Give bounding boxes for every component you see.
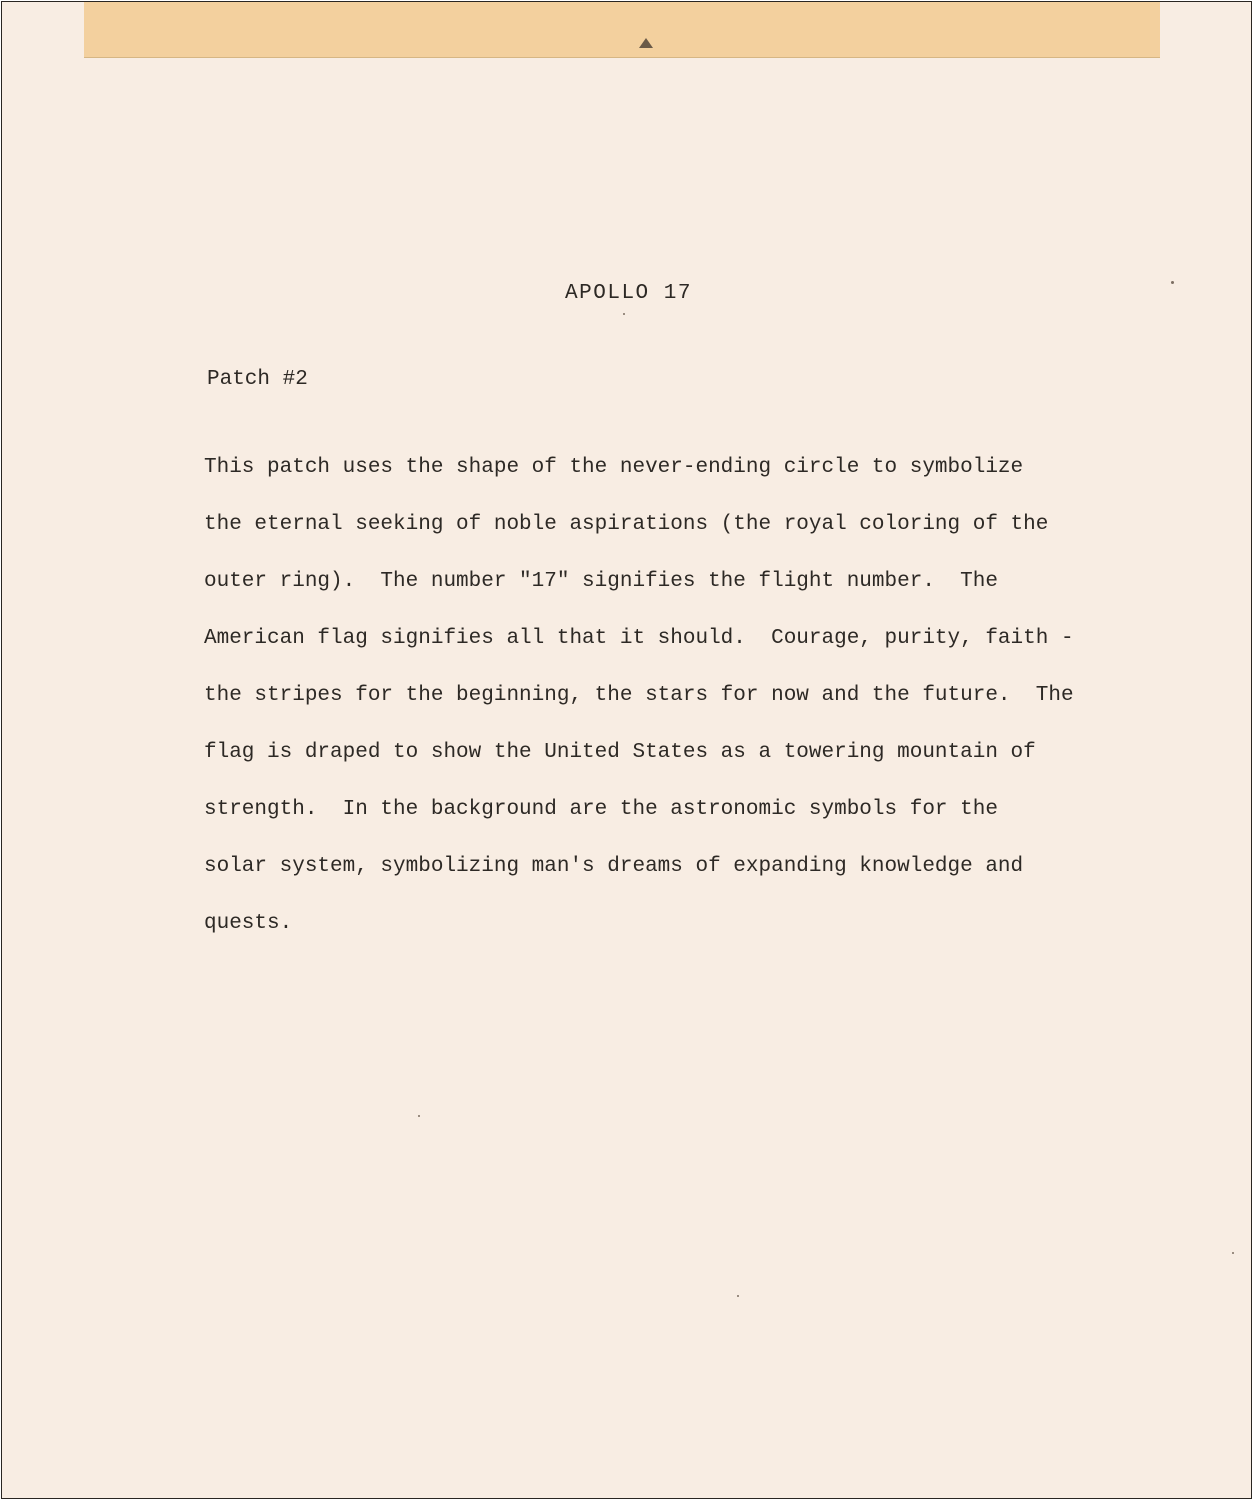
patch-label: Patch #2 <box>207 368 308 391</box>
document-title: APOLLO 17 <box>565 282 692 305</box>
paper-speck <box>418 1115 420 1117</box>
document-page <box>1 1 1252 1499</box>
paper-speck <box>623 313 625 315</box>
description-line: quests. <box>204 912 293 935</box>
patch-description <box>204 449 1094 962</box>
description-line: the stripes for the beginning, the stars for now and the future. The <box>204 684 1074 707</box>
description-line: strength. In the background are the astronomic symbols for the <box>204 798 998 821</box>
description-line: outer ring). The number "17" signifies the flight number. The <box>204 570 998 593</box>
description-line: the eternal seeking of noble aspirations (the royal coloring of the <box>204 513 1049 536</box>
description-line: flag is draped to show the United States as a towering mountain of <box>204 741 1036 764</box>
description-line: This patch uses the shape of the never-ending circle to symbolize <box>204 456 1024 479</box>
paper-speck <box>1232 1252 1234 1254</box>
description-line: American flag signifies all that it should. Courage, purity, faith - <box>204 627 1074 650</box>
paper-speck <box>737 1295 739 1297</box>
masking-tape <box>84 2 1160 58</box>
tape-tear-mark <box>639 38 653 48</box>
description-line: solar system, symbolizing man's dreams of expanding knowledge and <box>204 855 1024 878</box>
